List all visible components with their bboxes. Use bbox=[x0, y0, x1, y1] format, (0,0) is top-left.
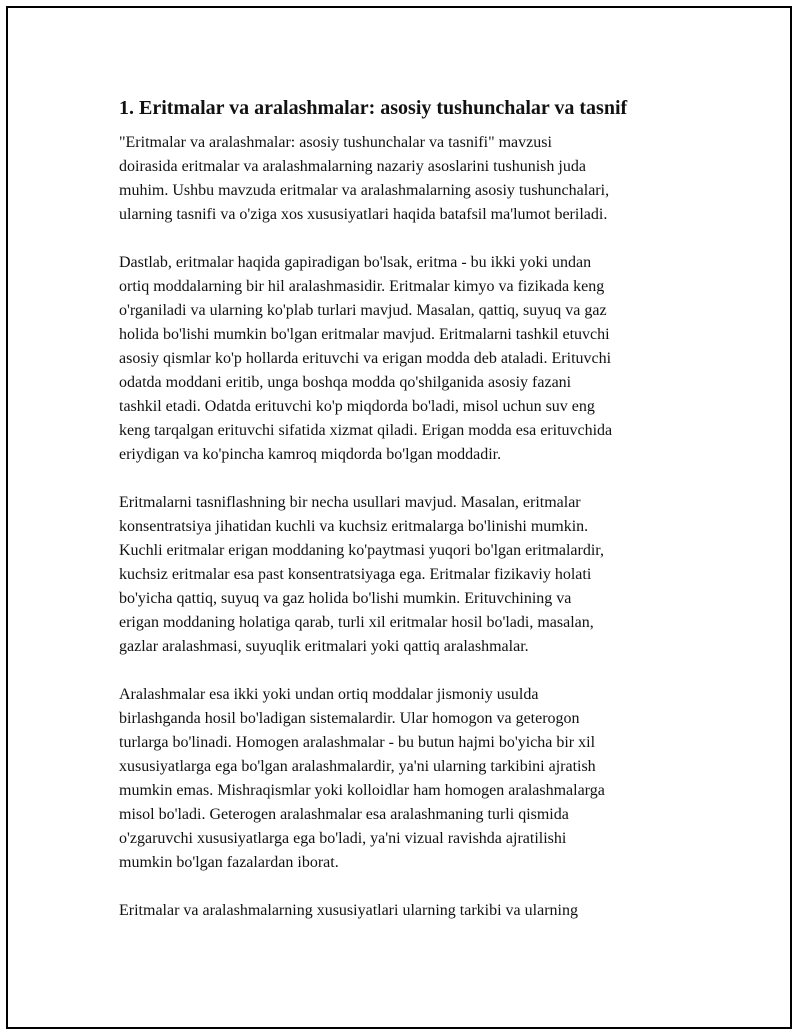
text-line: turlarga bo'linadi. Homogen aralashmalar - bu butun hajmi bo'yicha bir xil bbox=[119, 734, 596, 751]
text-line: "Eritmalar va aralashmalar: asosiy tushunchalar va tasnifi" mavzusi bbox=[119, 134, 552, 151]
paragraph-intro bbox=[119, 131, 689, 227]
document-body bbox=[119, 96, 689, 947]
text-line: mumkin emas. Mishraqismlar yoki kolloidlar ham homogen aralashmalarga bbox=[119, 782, 605, 799]
text-line: konsentratsiya jihatidan kuchli va kuchsiz eritmalarga bo'linishi mumkin. bbox=[119, 518, 589, 535]
text-line: misol bo'ladi. Geterogen aralashmalar esa aralashmaning turli qismida bbox=[119, 806, 569, 823]
text-line: ularning tasnifi va o'ziga xos xususiyatlari haqida batafsil ma'lumot beriladi. bbox=[119, 206, 608, 223]
text-line: ortiq moddalarning bir hil aralashmasidir. Eritmalar kimyo va fizikada keng bbox=[119, 278, 605, 295]
text-line: Eritmalar va aralashmalarning xususiyatlari ularning tarkibi va ularning bbox=[119, 902, 578, 919]
text-line: mumkin bo'lgan fazalardan iborat. bbox=[119, 854, 339, 871]
text-line: o'rganiladi va ularning ko'plab turlari mavjud. Masalan, qattiq, suyuq va gaz bbox=[119, 302, 607, 319]
text-line: Eritmalarni tasniflashning bir necha usullari mavjud. Masalan, eritmalar bbox=[119, 494, 581, 511]
text-line: asosiy qismlar ko'p hollarda erituvchi va erigan modda deb ataladi. Erituvchi bbox=[119, 350, 612, 367]
paragraph-solutions-definition bbox=[119, 251, 689, 467]
text-line: kuchsiz eritmalar esa past konsentratsiyaga ega. Eritmalar fizikaviy holati bbox=[119, 566, 592, 583]
paragraph-properties bbox=[119, 899, 689, 923]
paragraph-mixtures bbox=[119, 683, 689, 875]
text-line: eriydigan va ko'pincha kamroq miqdorda bo'lgan moddadir. bbox=[119, 446, 502, 463]
text-line: holida bo'lishi mumkin bo'lgan eritmalar mavjud. Eritmalarni tashkil etuvchi bbox=[119, 326, 610, 343]
text-line: keng tarqalgan erituvchi sifatida xizmat qiladi. Erigan modda esa erituvchida bbox=[119, 422, 613, 439]
text-line: odatda moddani eritib, unga boshqa modda qo'shilganida asosiy fazani bbox=[119, 374, 572, 391]
text-line: doirasida eritmalar va aralashmalarning nazariy asoslarini tushunish juda bbox=[119, 158, 586, 175]
section-heading: 1. Eritmalar va aralashmalar: asosiy tushunchalar va tasnif bbox=[119, 97, 628, 119]
text-line: o'zgaruvchi xususiyatlarga ega bo'ladi, ya'ni vizual ravishda ajratilishi bbox=[119, 830, 567, 847]
text-line: erigan moddaning holatiga qarab, turli xil eritmalar hosil bo'ladi, masalan, bbox=[119, 614, 594, 631]
paragraph-solutions-classification bbox=[119, 491, 689, 659]
text-line: muhim. Ushbu mavzuda eritmalar va aralashmalarning asosiy tushunchalari, bbox=[119, 182, 610, 199]
text-line: Dastlab, eritmalar haqida gapiradigan bo'lsak, eritma - bu ikki yoki undan bbox=[119, 254, 592, 271]
text-line: Aralashmalar esa ikki yoki undan ortiq moddalar jismoniy usulda bbox=[119, 686, 539, 703]
text-line: Kuchli eritmalar erigan moddaning ko'paytmasi yuqori bo'lgan eritmalardir, bbox=[119, 542, 604, 559]
text-line: birlashganda hosil bo'ladigan sistemalardir. Ular homogon va geterogon bbox=[119, 710, 580, 727]
text-line: tashkil etadi. Odatda erituvchi ko'p miqdorda bo'ladi, misol uchun suv eng bbox=[119, 398, 595, 415]
text-line: xususiyatlarga ega bo'lgan aralashmalardir, ya'ni ularning tarkibini ajratish bbox=[119, 758, 596, 775]
text-line: bo'yicha qattiq, suyuq va gaz holida bo'lishi mumkin. Erituvchining va bbox=[119, 590, 572, 607]
page-frame bbox=[6, 6, 792, 1029]
text-line: gazlar aralashmasi, suyuqlik eritmalari yoki qattiq aralashmalar. bbox=[119, 638, 529, 655]
